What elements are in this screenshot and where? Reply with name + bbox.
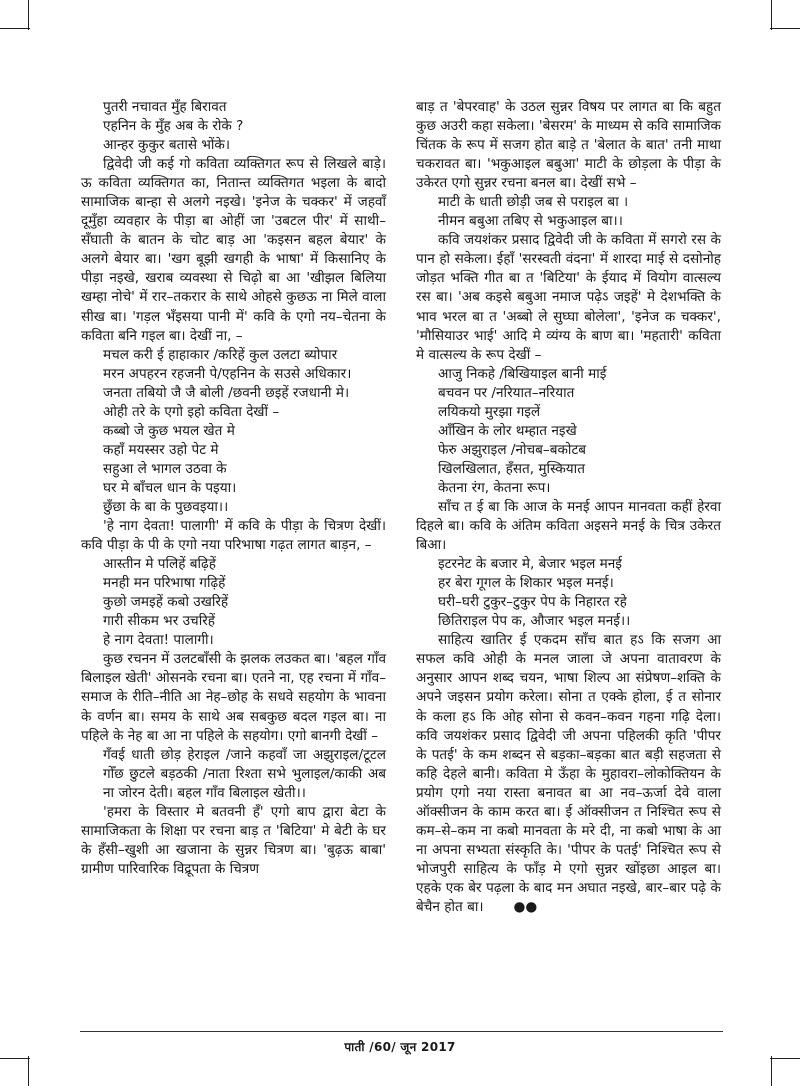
verse-line: जनता तबियो जै जै बोली /छवनी छइहें रजधानी मे। xyxy=(103,384,350,401)
crop-mark xyxy=(28,0,29,30)
verse-line: फेरु अझुराइल /नोचब–बकोटब xyxy=(438,441,587,458)
crop-mark xyxy=(0,28,30,29)
paragraph: कवि जयशंकर प्रसाद द्विवेदी जी के कविता में सगरो रस के पान हो सकेला। ईहाँ 'सरस्वती वंदना' में शारदा माई से दसोनोह जोड़त भक्ति गीत बा त 'बिटिया' के ईयाद में वियोग वात्सल्य रस बा। 'अब कइसे बबुआ नमाज पढ़ेऽ जइहें' मे देशभक्ति के भाव भरल बा त 'अब्बो ले सुघ्घा बोलेला', 'इनेज क चक्कर', 'मौसियाउर भाई' आदि मे व्यंग्य के बाण बा। 'महतारी' कविता मे वात्सल्य के रूप देखीं – xyxy=(416,232,721,363)
crop-mark xyxy=(0,1058,30,1059)
verse-line: मनही मन परिभाषा गढ़िहें xyxy=(103,575,226,592)
footer-rule xyxy=(80,1031,723,1032)
crop-mark xyxy=(770,1058,800,1059)
verse-line: घरी–घरी टुकुर–टुकुर पेप के निहारत रहे xyxy=(438,594,627,611)
paragraph: 'हे नाग देवता! पालागी' में कवि के पीड़ा के चित्रण देखीं। कवि पीड़ा के पी के एगो नया परिभाषा गढ़त लागत बाड़न, – xyxy=(81,518,386,554)
crop-mark xyxy=(770,28,800,29)
right-column xyxy=(416,98,721,917)
paragraph: बाड़ त 'बेपरवाह' के उठल सुन्नर विषय पर लागत बा कि बहुत कुछ अउरी कहा सकेला। 'बेसरम' के माध्यम से कवि सामाजिक चिंतक के रूप में सजग होत बाड़े त 'बेलात के बात' तनी माथा चकरावत बा। 'भकुआइल बबुआ' माटी के छोड़ला के पीड़ा के उकेरत एगो सुन्नर रचना बनल बा। देखीं सभे – xyxy=(416,99,721,192)
verse-line: हे नाग देवता! पालागी। xyxy=(103,632,214,649)
paragraph: द्विवेदी जी कई गो कविता व्यक्तिगत रूप से लिखले बाड़े। ऊ कविता व्यक्तिगत का, नितान्त व्यक्तिगत भइला के बादो सामाजिक बान्हा से अलगे नइखे। 'इनेज के चक्कर' में जहवाँ दूमुँहा व्यवहार के पीड़ा बा ओहीं जा 'उबटल पीर' में साथी–सँघाती के बातन के चोट बाड़ आ 'कइसन बहल बेयार' के अलगे बेयार बा। 'खग बूझी खगही के भाषा' में किसानिए के पीड़ा नइखे, खराब व्यवस्था से चिढ़ो बा आ 'खीझल बिलिया खम्हा नोचे' में रार–तकरार के साथे ओहसे कुछऊ ना मिले वाला सीख बा। 'गड़ल भँइसया पानी में' कवि के एगो नय–चेतना के कविता बनि गइल बा। देखीं ना, – xyxy=(81,156,386,344)
left-column xyxy=(81,98,386,879)
paragraph: कुछ रचनन में उलटबाँसी के झलक लउकत बा। 'बहल गाँव बिलाइल खेती' ओसनके रचना बा। एतने ना, एह रचना में गाँव–समाज के रीति–नीति आ नेह–छोह के सधवे सहयोग के भावना के वर्णन बा। समय के साथे अब सबकुछ बदल गइल बा। ना पहिले के नेह बा आ ना पहिले के सहयोग। एगो बानगी देखीं – xyxy=(81,651,386,744)
verse-line: माटी के धाती छोड़ी जब से पराइल बा । xyxy=(438,194,629,211)
verse-line: आजु निकहे /बिखियाइल बानी माई xyxy=(438,365,607,382)
verse-line: इटरनेट के बजार मे, बेजार भइल मनई xyxy=(438,556,622,573)
verse-line: केतना रंग, केतना रूप। xyxy=(438,479,551,496)
verse-line: मरन अपहरन रहजनी पे/एहनिन के सउसे अधिकार। xyxy=(103,365,352,382)
paragraph: साँच त ई बा कि आज के मनई आपन मानवता कहीं हेरवा दिहले बा। कवि के अंतिम कविता अइसने मनई के चित्र उकेरत बिआ। xyxy=(416,498,721,554)
verse-line: कब्बो जे कुछ भयल खेत मे xyxy=(103,422,235,439)
verse-line: कहाँ मयस्सर उहो पेट मे xyxy=(103,441,219,458)
verse-line: पुतरी नचावत मुँह बिरावत xyxy=(103,99,227,115)
verse-line: आँखिन के लोर थम्हात नइखे xyxy=(438,422,577,439)
page-footer: पाती /60/ जून 2017 xyxy=(344,1040,456,1054)
verse-line: नीमन बबुआ तबिए से भकुआइल बा।। xyxy=(438,213,623,230)
verse-line: आस्तीन मे पलिहें बढ़िहें xyxy=(103,556,216,573)
verse-line: मचल करी ई हाहाकार /करिहें कुल उलटा ब्योपार xyxy=(103,346,338,363)
verse-line: गारी सीकम भर उचरिहें xyxy=(103,613,215,630)
verse-line: छुँछा के बा के पुछवइया।। xyxy=(103,498,229,515)
crop-mark xyxy=(28,1056,29,1086)
paragraph: ओही तरे के एगो इहो कविता देखीं – xyxy=(103,403,280,420)
verse-line: सहुआ ले भागल उठवा के xyxy=(103,460,227,477)
verse-line: बचवन पर /नरियात–नरियात xyxy=(438,384,575,401)
end-of-article-mark: ●● xyxy=(513,898,538,915)
verse-line: गँवई धाती छोड़ हेराइल /जाने कहवाँ जा अझुराइल/टूटल गोँछ छुटले बड़ठकी /नाता रिश्ता सभे भुलाइल/काकी अब ना जोरन देती। बहल गाँव बिलाइल खेती।। xyxy=(103,746,386,801)
crop-mark xyxy=(771,0,772,30)
verse-line: खिलखिलात, हँसत, मुस्कियात xyxy=(438,460,585,477)
paragraph: 'हमरा के विस्तार मे बतवनी हँ' एगो बाप द्वारा बेटा के सामाजिकता के शिक्षा पर रचना बाड़ त 'बिटिया' मे बेटी के घर के हँसी–खुशी आ खजाना के सुन्नर चित्रण बा। 'बुढ़ऊ बाबा' ग्रामीण पारिवारिक विद्रूपता के चित्रण xyxy=(81,803,386,877)
verse-line: छितिराइल पेप क, औजार भइल मनई।। xyxy=(438,613,631,630)
verse-line: घर मे बाँचल धान के पइया। xyxy=(103,479,237,496)
verse-line: आन्हर कुकुर बतासे भोंके। xyxy=(103,137,231,154)
verse-line: लयिकयो मुरझा गइलें xyxy=(438,403,541,420)
paragraph: साहित्य खातिर ई एकदम साँच बात हऽ कि सजग आ सफल कवि ओही के मनल जाला जे अपना वातावरण के अनुसार आपन शब्द चयन, भाषा शिल्प आ संप्रेषण–शक्ति के अपने जइसन प्रयोग करेला। सोना त एक्के होला, ई त सोनार के कला हऽ कि ओह सोना से कवन–कवन गहना गढ़ि देला। कवि जयशंकर प्रसाद द्विवेदी जी अपना पहिलकी कृति 'पीपर के पतई' के कम शब्दन से बड़का–बड़का बात बड़ी सहजता से कहि देहले बानी। कविता मे ऊँहा के मुहावरा–लोकोक्तियन के प्रयोग एगो नया रास्ता बनावत बा आ नव–ऊर्जा देवे वाला ऑक्सीजन के काम करत बा। ई ऑक्सीजन त निश्चित रूप से कम–से–कम ना कबो मानवता के मरे दी, ना कबो भाषा के आ ना अपना सभ्यता संस्कृति के। 'पीपर के पतई' निश्चित रूप से भोजपुरी साहित्य के फाँड़ मे एगो सुन्नर खोंइछा आइल बा। एहके एक बेर पढ़ला के बाद मन अघात नइखे, बार–बार पढ़े के बेचैन होत बा। ●● xyxy=(416,631,721,917)
verse-line: हर बेरा गूगल के शिकार भइल मनई। xyxy=(438,575,614,592)
verse-line: कुछो जमइहें कबो उखरिहें xyxy=(103,594,229,611)
crop-mark xyxy=(771,1056,772,1086)
verse-line: एहनिन के मुँह अब के रोके ? xyxy=(103,118,244,135)
